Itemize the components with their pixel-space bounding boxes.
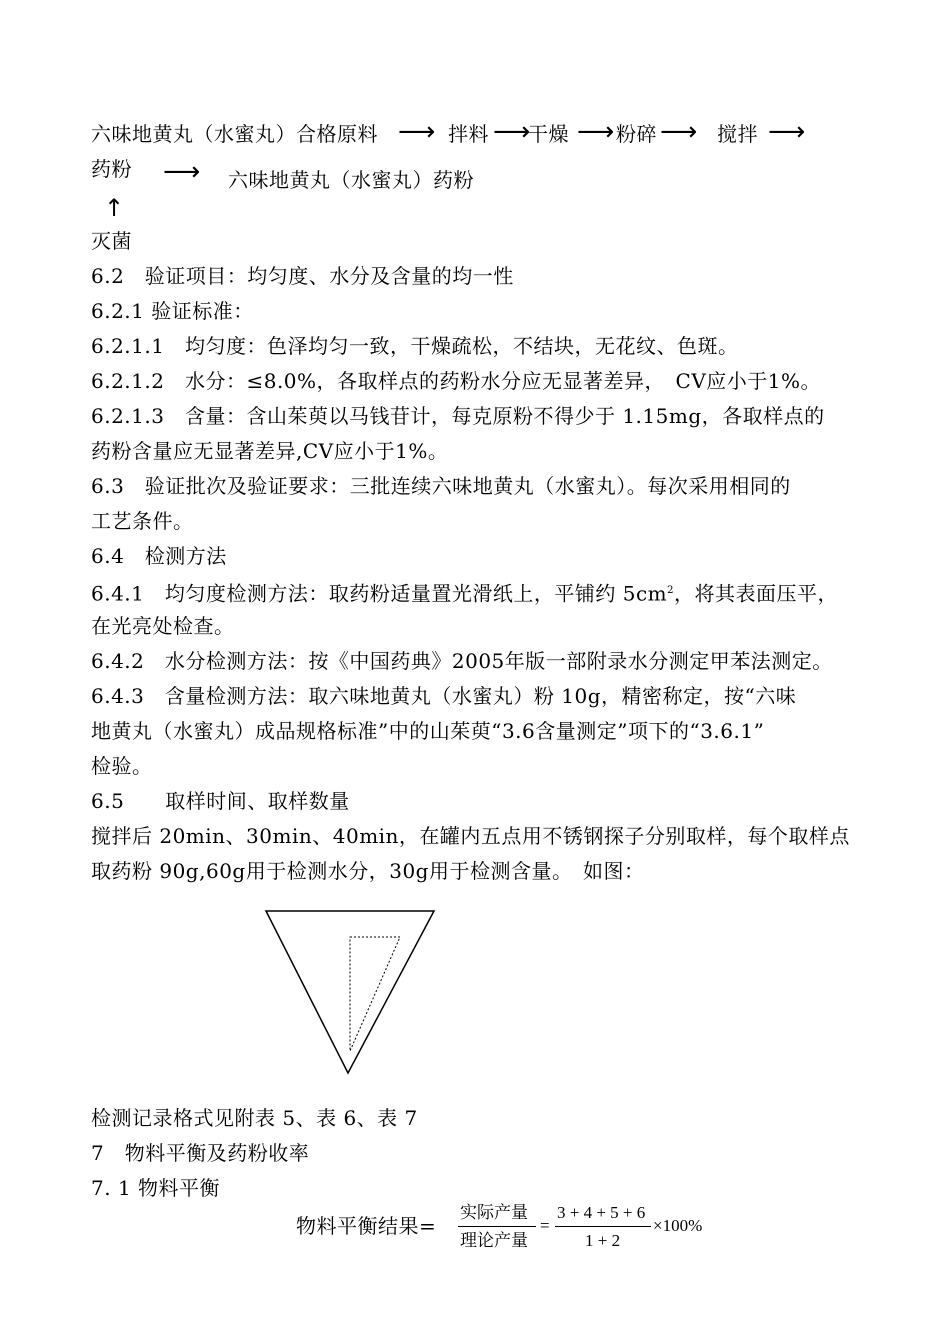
record-format-note: 检测记录格式见附表 5、表 6、表 7	[91, 1106, 418, 1130]
arrow-right-icon: ⟶	[660, 117, 698, 147]
section-6-3: 6.3 验证批次及验证要求：三批连续六味地黄丸（水蜜丸）。每次采用相同的	[91, 474, 791, 498]
section-6-2-1: 6.2.1 验证标准：	[91, 299, 254, 323]
section-6-4-3: 6.4.3 含量检测方法：取六味地黄丸（水蜜丸）粉 10g，精密称定，按“六味	[91, 684, 797, 708]
section-6-3-cont: 工艺条件。	[91, 509, 194, 533]
section-6-4-1	[91, 579, 838, 606]
section-6-5-body: 搅拌后 20min、30min、40min，在罐内五点用不锈钢探子分别取样，每个取样点	[91, 824, 850, 848]
fraction-2-bar	[555, 1226, 651, 1227]
arrow-right-icon: ⟶	[768, 117, 806, 147]
formula-percent: ×100%	[653, 1216, 703, 1235]
section-7: 7 物料平衡及药粉收率	[91, 1141, 310, 1165]
section-6-5: 6.5 取样时间、取样数量	[91, 789, 350, 813]
fraction-1-numerator: 实际产量	[460, 1203, 528, 1222]
flow-step-powder: 药粉	[91, 157, 132, 181]
arrow-right-icon: ⟶	[163, 157, 201, 187]
section-6-2-1-2: 6.2.1.2 水分：≤8.0%，各取样点的药粉水分应无显著差异， CV应小于1%。	[91, 369, 822, 393]
flow-step-stirring: 搅拌	[717, 122, 758, 146]
section-6-2: 6.2 验证项目：均匀度、水分及含量的均一性	[91, 264, 514, 288]
flow-step-mixing: 拌料	[448, 122, 489, 146]
fraction-1-denominator: 理论产量	[460, 1231, 528, 1250]
section-6-5-body-cont: 取药粉 90g,60g用于检测水分，30g用于检测含量。 如图：	[91, 859, 645, 883]
section-6-4-1-cont: 在光亮处检查。	[91, 614, 235, 638]
flow-step-sterilization: 灭菌	[91, 229, 132, 253]
sampling-tank-diagram	[260, 905, 445, 1080]
arrow-right-icon: ⟶	[493, 117, 531, 147]
flow-step-raw-material: 六味地黄丸（水蜜丸）合格原料	[91, 122, 378, 146]
section-6-4-2: 6.4.2 水分检测方法：按《中国药典》2005年版一部附录水分测定甲苯法测定。	[91, 649, 833, 673]
arrow-up-icon: ↑	[104, 194, 125, 222]
section-6-4-3-cont2: 检验。	[91, 754, 153, 778]
section-6-4: 6.4 检测方法	[91, 544, 227, 568]
fraction-1-bar	[458, 1226, 536, 1227]
section-7-1: 7. 1 物料平衡	[91, 1176, 221, 1200]
section-6-2-1-1: 6.2.1.1 均匀度：色泽均匀一致，干燥疏松，不结块，无花纹、色斑。	[91, 334, 739, 358]
fraction-2-numerator: 3 + 4 + 5 + 6	[557, 1203, 646, 1222]
flow-step-final-powder: 六味地黄丸（水蜜丸）药粉	[228, 168, 474, 192]
flow-step-drying: 干燥	[528, 122, 569, 146]
section-6-4-1-text-end: ，将其表面压平，	[674, 581, 839, 606]
superscript-2: 2	[667, 585, 675, 596]
section-6-4-3-cont: 地黄丸（水蜜丸）成品规格标准”中的山茱萸“3.6含量测定”项下的“3.6.1”	[91, 719, 765, 743]
fraction-2-denominator: 1 + 2	[585, 1231, 621, 1250]
section-6-4-1-text: 6.4.1 均匀度检测方法：取药粉适量置光滑纸上，平铺约 5cm	[91, 581, 668, 606]
section-6-2-1-3-cont: 药粉含量应无显著差异,CV应小于1%。	[91, 439, 449, 463]
sampling-probe-region	[350, 937, 400, 1051]
arrow-right-icon: ⟶	[398, 117, 436, 147]
formula-equals: =	[540, 1216, 550, 1235]
formula-label: 物料平衡结果=	[296, 1214, 437, 1238]
arrow-right-icon: ⟶	[577, 117, 615, 147]
section-6-2-1-3: 6.2.1.3 含量：含山茱萸以马钱苷计，每克原粉不得少于 1.15mg，各取样点的	[91, 404, 825, 428]
flow-step-crushing: 粉碎	[616, 122, 657, 146]
